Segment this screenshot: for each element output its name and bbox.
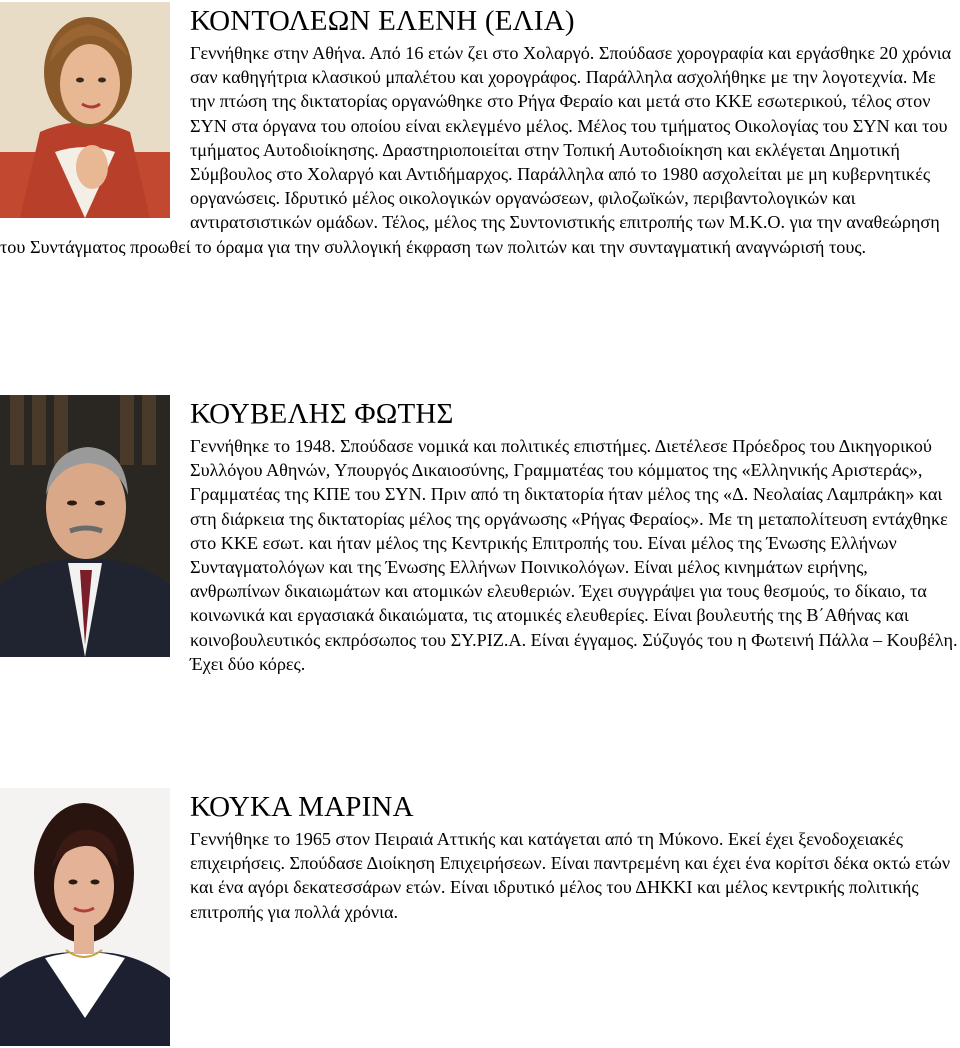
portrait-photo-kouka — [0, 788, 170, 1046]
candidate-entry-kouvelis — [0, 395, 960, 676]
candidate-name: ΚΟΝΤΟΛΕΩΝ ΕΛΕΝΗ (ΕΛΙΑ) — [190, 5, 575, 37]
candidate-bio: Γεννήθηκε στην Αθήνα. Από 16 ετών ζει στο Χολαργό. Σπούδασε χορογραφία και εργάσθηκε 20 χρόνια σαν καθηγήτρια κλασικού μπαλέτου και χορογράφος. Παράλληλα ασχολήθηκε με την λογοτεχνία. Με την πτώση της δικτατορίας οργανώθηκε στο Ρήγα Φεραίο και μετά στο ΚΚΕ εσωτερικού, τέλος στον ΣΥΝ στα όργανα του οποίου είναι εκλεγμένο μέλος. Μέλος του τμήματος Οικολογίας του ΣΥΝ και του τμήματος Αυτοδιοίκησης. Δραστηριοποιείται στην Τοπική Αυτοδιοίκηση και εκλέγεται Δημοτική Σύμβουλος στο Χολαργό και Αντιδήμαρχος. Παράλληλα από το 1980 ασχολείται με μη κυβερνητικές οργανώσεις. Ιδρυτικό μέλος οικολογικών οργανώσεων, φιλοζωϊκών, περιβαντολογικών και αντιρατσιστικών ομάδων. Τέλος, μέλος της Συντονιστικής επιτροπής των Μ.Κ.Ο. για την αναθεώρηση του Συντάγματος προωθεί το όραμα για την συλλογική έκφραση των πολιτών και την συνταγματική αναγνώρισή τους. — [0, 43, 952, 257]
candidate-name: ΚΟΥΚΑ ΜΑΡΙΝΑ — [190, 791, 414, 823]
candidate-bio: Γεννήθηκε το 1948. Σπούδασε νομικά και πολιτικές επιστήμες. Διετέλεσε Πρόεδρος του Δικηγορικού Συλλόγου Αθηνών, Υπουργός Δικαιοσύνης, Γραμματέας του κόμματος της «Ελληνικής Αριστεράς», Γραμματέας της ΚΠΕ του ΣΥΝ. Πριν από τη δικτατορία ήταν μέλος της «Δ. Νεολαίας Λαμπράκη» και στη διάρκεια της δικτατορίας μέλος της οργάνωσης «Ρήγας Φεραίος». Με τη μεταπολίτευση εντάχθηκε στο ΚΚΕ εσωτ. και ήταν μέλος της Κεντρικής Επιτροπής του. Είναι μέλος της Ένωσης Ελλήνων Συνταγματολόγων και της Ένωσης Ελλήνων Ποινικολόγων. Είναι μέλος κινημάτων ειρήνης, ανθρωπίνων δικαιωμάτων και ατομικών ελευθεριών. Έχει συγγράψει για τους θεσμούς, το δίκαιο, τα κοινωνικά και εργασιακά δικαιώματα, τις ατομικές ελευθερίες. Είναι βουλευτής της Β΄Αθήνας και κοινοβουλευτικός εκπρόσωπος του ΣΥ.ΡΙΖ.Α. Είναι έγγαμος. Σύζυγός του η Φωτεινή Πάλλα – Κουβέλη. Έχει δύο κόρες. — [190, 436, 958, 674]
candidate-entry-kontoleon — [0, 2, 960, 259]
candidate-entry-kouka — [0, 788, 960, 1046]
portrait-photo-kouvelis — [0, 395, 170, 657]
candidate-bio: Γεννήθηκε το 1965 στον Πειραιά Αττικής και κατάγεται από τη Μύκονο. Εκεί έχει ξενοδοχειακές επιχειρήσεις. Σπούδασε Διοίκηση Επιχειρήσεων. Είναι παντρεμένη και έχει ένα κορίτσι δέκα οκτώ ετών και ένα αγόρι δεκατεσσάρων ετών. Είναι ιδρυτικό μέλος του ΔΗΚΚΙ και μέλος κεντρικής πολιτικής επιτροπής για πολλά χρόνια. — [190, 829, 951, 922]
candidate-name: ΚΟΥΒΕΛΗΣ ΦΩΤΗΣ — [190, 398, 454, 430]
portrait-photo-kontoleon — [0, 2, 170, 218]
